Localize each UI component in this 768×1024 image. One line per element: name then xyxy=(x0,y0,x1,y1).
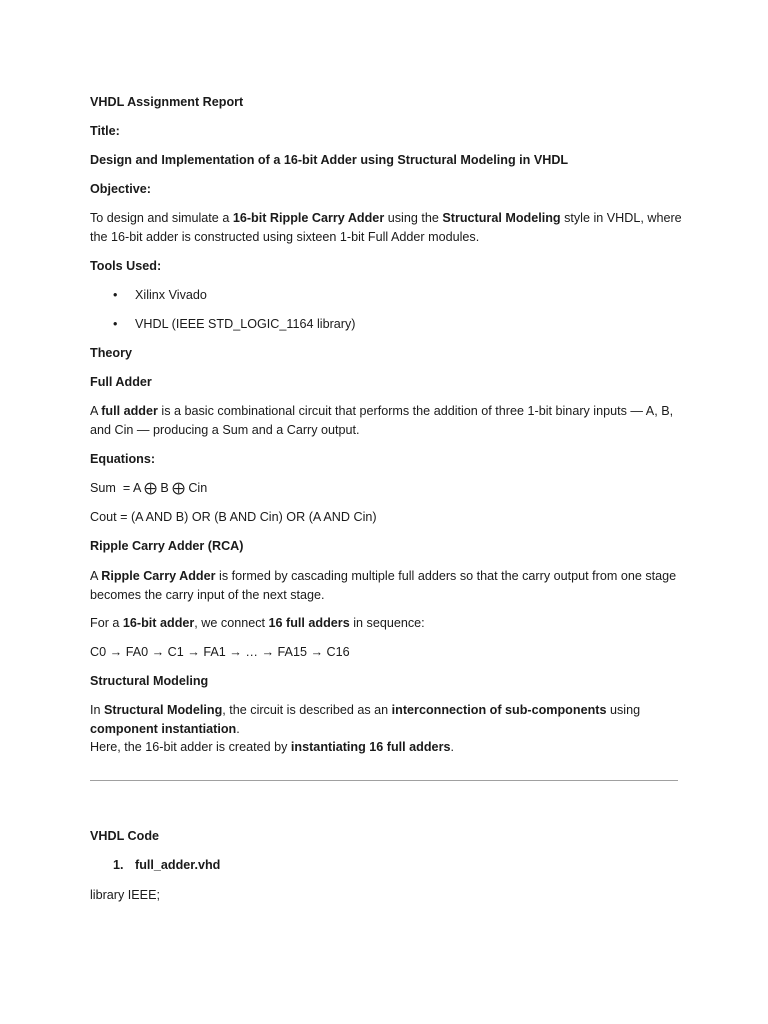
full-adder-paragraph xyxy=(90,402,690,439)
list-item xyxy=(113,315,355,334)
text-run: For a xyxy=(90,616,123,630)
objective-label: Objective: xyxy=(90,182,151,196)
text-run: A xyxy=(90,404,102,418)
structural-paragraph xyxy=(90,701,690,757)
rca16-paragraph xyxy=(90,614,690,633)
bold-run: Structural Modeling xyxy=(442,211,561,225)
tools-label: Tools Used: xyxy=(90,259,162,273)
bold-run: full adder xyxy=(101,404,158,418)
text-run: in sequence: xyxy=(349,616,425,630)
bold-run: 16-bit adder xyxy=(122,616,195,630)
rca-heading: Ripple Carry Adder (RCA) xyxy=(90,539,244,553)
bold-run: instantiating 16 full adders xyxy=(290,740,451,754)
text-run: In xyxy=(90,703,105,717)
list-number: 1. xyxy=(113,858,124,872)
bold-run: 16 full adders xyxy=(268,616,350,630)
title-text: Design and Implementation of a 16-bit Adder using Structural Modeling in VHDL xyxy=(90,153,569,167)
bullet-icon: • xyxy=(113,317,118,331)
bold-run: Ripple Carry Adder xyxy=(101,569,216,583)
equation-cout: Cout = (A AND B) OR (B AND Cin) OR (A AND Cin) xyxy=(90,510,377,524)
text-run: is formed by cascading multiple full adders so that the carry output from one stage becomes the carry input of the next stage. xyxy=(90,569,677,602)
text-run: A xyxy=(90,569,102,583)
equations-label: Equations: xyxy=(90,452,156,466)
text-run: , the circuit is described as an xyxy=(222,703,392,717)
text-run: . xyxy=(236,721,240,736)
equation-sum: Sum = A ⨁ B ⨁ Cin xyxy=(90,481,208,495)
text-run: To design and simulate a xyxy=(90,211,233,225)
list-item-text: Xilinx Vivado xyxy=(135,288,207,302)
text-run: is a basic combinational circuit that performs the addition of three 1-bit binary inputs — A, B, and Cin — producing a Sum and a Carry output. xyxy=(90,404,674,437)
numbered-list-item xyxy=(113,856,220,875)
list-item xyxy=(113,286,207,305)
text-run: style in VHDL, where the 16-bit adder is constructed using sixteen 1-bit Full Adder modules. xyxy=(90,211,682,244)
text-run: , we connect xyxy=(194,616,269,630)
text-run: . xyxy=(450,740,454,754)
code-line: library IEEE; xyxy=(90,888,160,902)
text-run: using xyxy=(606,703,641,717)
bullet-icon: • xyxy=(113,288,118,302)
list-item-text: VHDL (IEEE STD_LOGIC_1164 library) xyxy=(135,317,356,331)
bold-run: interconnection of sub-components xyxy=(391,703,607,717)
theory-heading: Theory xyxy=(90,346,132,360)
bold-run: component instantiation xyxy=(90,721,237,736)
objective-paragraph xyxy=(90,209,690,246)
bold-run: 16-bit Ripple Carry Adder xyxy=(232,211,385,225)
text-run: Here, the 16-bit adder is created by xyxy=(90,740,291,754)
bold-run: Structural Modeling xyxy=(104,703,223,717)
list-item-text: full_adder.vhd xyxy=(135,858,221,872)
carry-chain: C0 → FA0 → C1 → FA1 → … → FA15 → C16 xyxy=(90,645,350,659)
title-label: Title: xyxy=(90,124,120,138)
rca-paragraph xyxy=(90,567,690,604)
text-run: using the xyxy=(384,211,443,225)
horizontal-divider xyxy=(90,780,678,781)
vhdl-code-heading: VHDL Code xyxy=(90,829,160,843)
structural-heading: Structural Modeling xyxy=(90,674,209,688)
full-adder-heading: Full Adder xyxy=(90,375,152,389)
report-title: VHDL Assignment Report xyxy=(90,95,244,109)
